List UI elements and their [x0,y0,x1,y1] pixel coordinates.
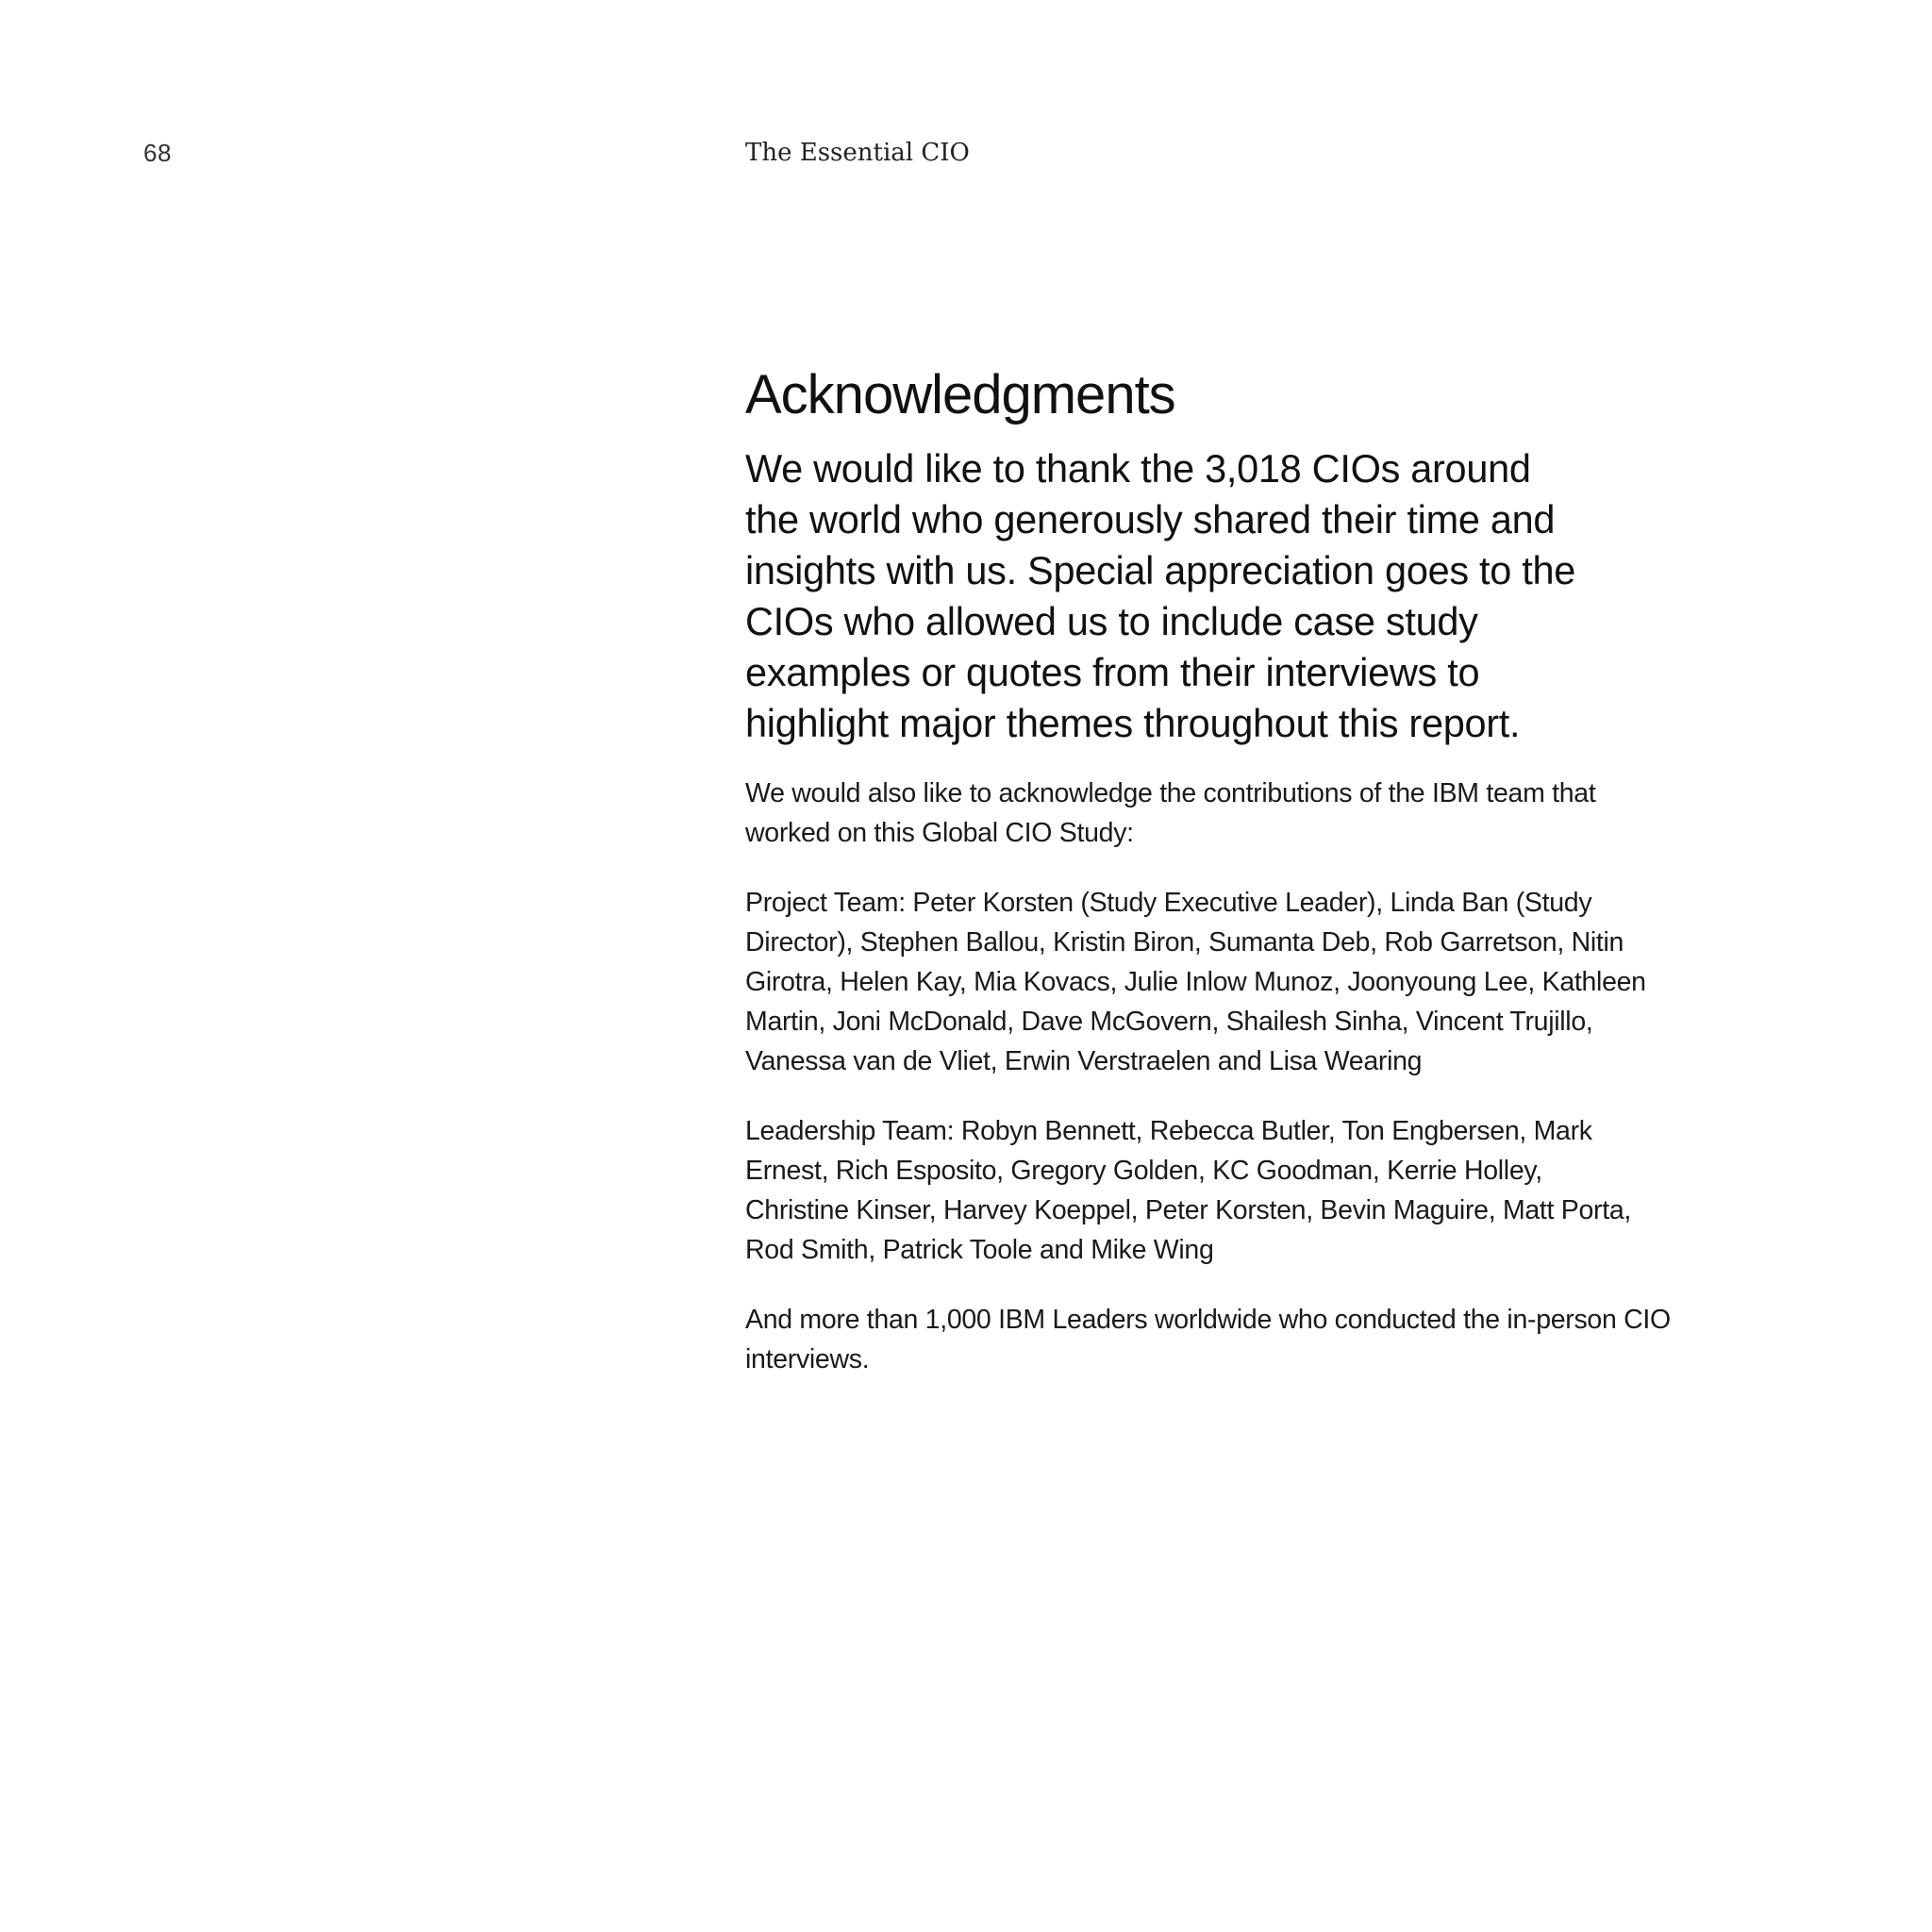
acknowledgments-section [745,362,1670,1379]
page-title: Acknowledgments [745,364,1175,425]
closing-paragraph: And more than 1,000 IBM Leaders worldwide who conducted the in-person CIO interviews. [745,1305,1671,1374]
leadership-team-paragraph: Leadership Team: Robyn Bennett, Rebecca Butler, Ton Engbersen, Mark Ernest, Rich Esposito, Gregory Golden, KC Goodman, Kerrie Holley, Christine Kinser, Harvey Koeppel, Peter Korsten, Bevin Maguire, Matt Porta, Rod Smith, Patrick Toole and Mike Wing [745,1116,1632,1265]
running-title: The Essential CIO [745,139,970,167]
project-team-paragraph: Project Team: Peter Korsten (Study Executive Leader), Linda Ban (Study Director), Stephen Ballou, Kristin Biron, Sumanta Deb, Rob Garretson, Nitin Girotra, Helen Kay, Mia Kovacs, Julie Inlow Munoz, Joonyoung Lee, Kathleen Martin, Joni McDonald, Dave McGovern, Shailesh Sinha, Vincent Trujillo, Vanessa van de Vliet, Erwin Verstraelen and Lisa Wearing [745,888,1646,1076]
page-number: 68 [143,139,172,167]
ibm-team-intro-paragraph: We would also like to acknowledge the contributions of the IBM team that worked on this Global CIO Study: [745,778,1596,848]
lead-paragraph: We would like to thank the 3,018 CIOs around the world who generously shared their time and insights with us. Special appreciation goes to the CIOs who allowed us to include case study examples or quotes from their interviews to highlight major themes throughout this report. [745,446,1576,745]
